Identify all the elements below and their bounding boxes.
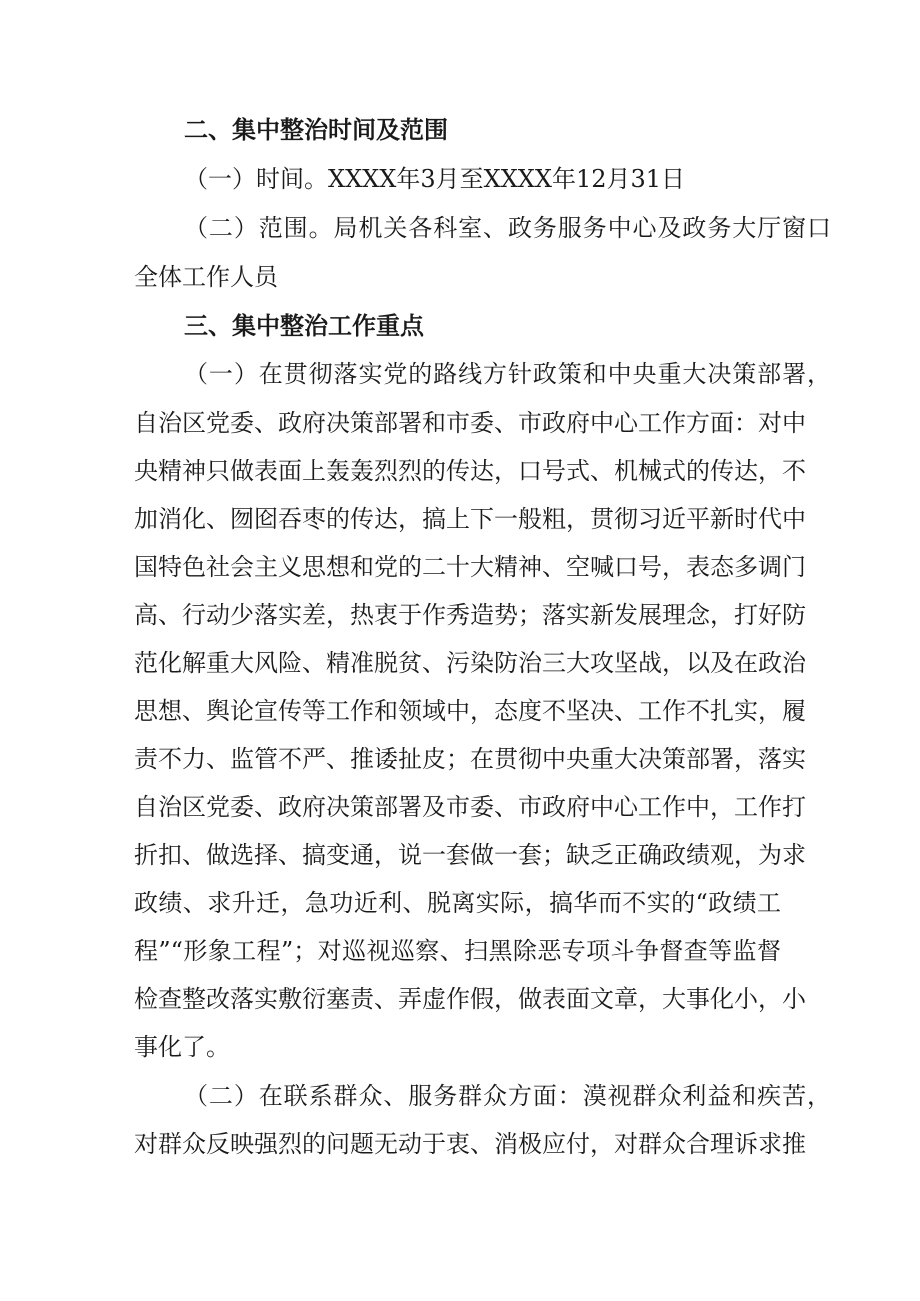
section-heading-2: 二、集中整治时间及范围 xyxy=(184,116,448,144)
paragraph-1-line: 程”“形象工程”；对巡视巡察、扫黑除恶专项斗争督查等监督 xyxy=(134,937,781,965)
paragraph-2-line: 对群众反映强烈的问题无动于衷、消极应付，对群众合理诉求推 xyxy=(134,1130,806,1158)
paragraph-1-line: 政绩、求升迁，急功近利、脱离实际，搞华而不实的“政绩工 xyxy=(134,889,781,917)
paragraph-1-line: 责不力、监管不严、推诿扯皮；在贯彻中央重大决策部署，落实 xyxy=(134,745,806,773)
paragraph-2-line: （二）在联系群众、服务群众方面：漠视群众利益和疾苦， xyxy=(184,1082,831,1110)
paragraph-1-line: 自治区党委、政府决策部署及市委、市政府中心工作中，工作打 xyxy=(134,793,806,821)
paragraph-1-line: 折扣、做选择、搞变通，说一套做一套；缺乏正确政绩观，为求 xyxy=(134,841,806,869)
paragraph-1-line: 加消化、囫囵吞枣的传达，搞上下一般粗，贯彻习近平新时代中 xyxy=(134,505,806,533)
paragraph-scope-line: 全体工作人员 xyxy=(134,263,278,291)
paragraph-1-line: 事化了。 xyxy=(134,1033,230,1061)
paragraph-1-line: 思想、舆论宣传等工作和领域中，态度不坚决、工作不扎实，履 xyxy=(134,697,806,725)
paragraph-1-line: 央精神只做表面上轰轰烈烈的传达，口号式、机械式的传达，不 xyxy=(134,457,806,485)
paragraph-1-line: （一）在贯彻落实党的路线方针政策和中央重大决策部署， xyxy=(184,360,831,388)
section-heading-3: 三、集中整治工作重点 xyxy=(184,312,424,340)
paragraph-1-line: 检查整改落实敷衍塞责、弄虚作假，做表面文章，大事化小，小 xyxy=(134,985,806,1013)
paragraph-time: （一）时间。XXXX年3月至XXXX年12月31日 xyxy=(184,165,686,193)
paragraph-1-line: 高、行动少落实差，热衷于作秀造势；落实新发展理念，打好防 xyxy=(134,601,806,629)
paragraph-scope-line: （二）范围。局机关各科室、政务服务中心及政务大厅窗口 xyxy=(184,214,831,242)
paragraph-1-line: 范化解重大风险、精准脱贫、污染防治三大攻坚战，以及在政治 xyxy=(134,649,806,677)
paragraph-1-line: 国特色社会主义思想和党的二十大精神、空喊口号，表态多调门 xyxy=(134,553,806,581)
paragraph-1-line: 自治区党委、政府决策部署和市委、市政府中心工作方面：对中 xyxy=(134,409,806,437)
